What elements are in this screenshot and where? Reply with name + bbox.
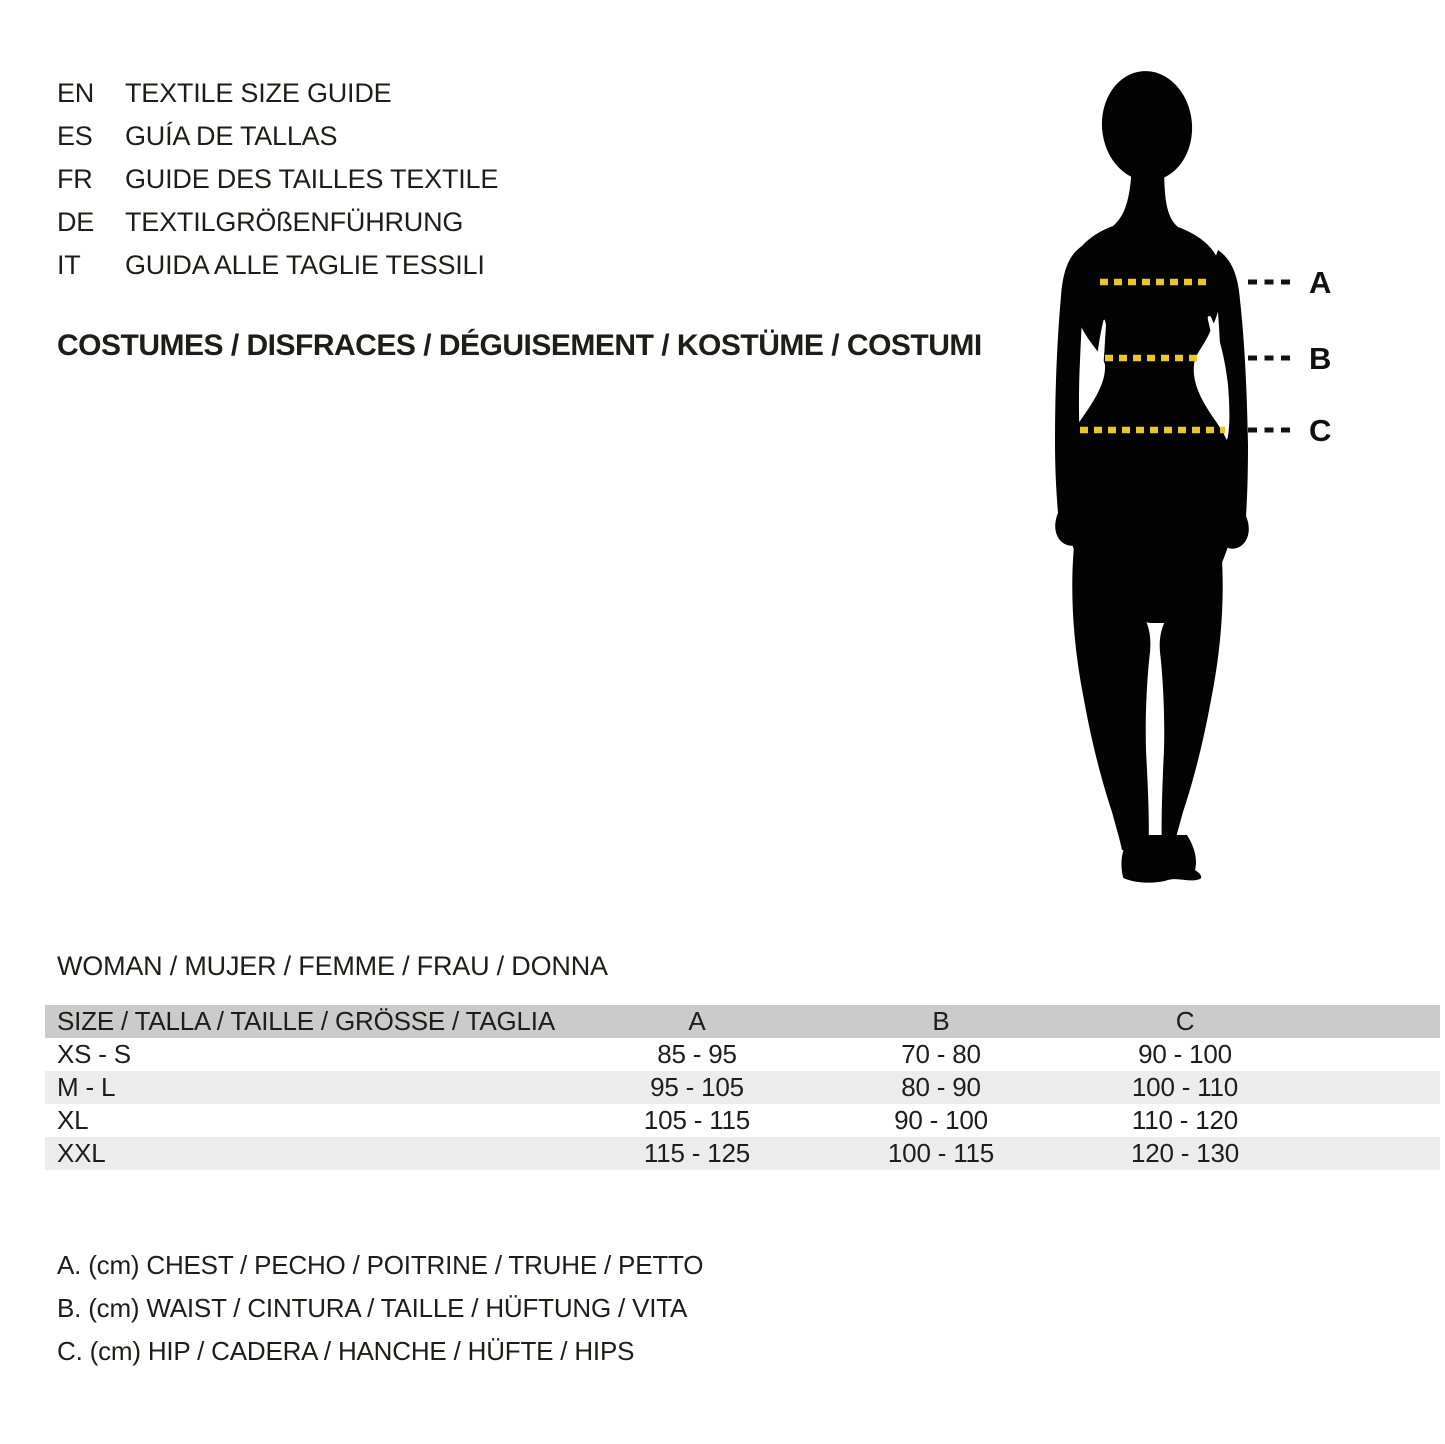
size-table bbox=[45, 1005, 1440, 1170]
woman-silhouette-icon bbox=[1055, 67, 1249, 882]
guide-title-en: TEXTILE SIZE GUIDE bbox=[125, 78, 392, 108]
cell-a: 115 - 125 bbox=[643, 1138, 751, 1168]
header-a: A bbox=[688, 1006, 706, 1036]
legend-hip: C. (cm) HIP / CADERA / HANCHE / HÜFTE / HIPS bbox=[57, 1336, 635, 1366]
label-b: B bbox=[1309, 341, 1332, 376]
silhouette-feet bbox=[1121, 835, 1201, 883]
cell-size: M - L bbox=[57, 1072, 116, 1102]
label-a: A bbox=[1309, 265, 1332, 300]
guide-title-it: GUIDA ALLE TAGLIE TESSILI bbox=[125, 250, 485, 280]
language-code: EN bbox=[57, 78, 95, 108]
cell-b: 100 - 115 bbox=[887, 1138, 995, 1168]
table-row-m-l bbox=[45, 1071, 1440, 1104]
language-row bbox=[57, 244, 498, 287]
guide-title-es: GUÍA DE TALLAS bbox=[125, 121, 338, 151]
table-row-xl bbox=[45, 1104, 1440, 1137]
cell-a: 85 - 95 bbox=[657, 1039, 737, 1069]
language-title-list bbox=[57, 72, 498, 287]
category-heading: COSTUMES / DISFRACES / DÉGUISEMENT / KOSTÜME / COSTUMI bbox=[57, 329, 982, 362]
language-row bbox=[57, 72, 498, 115]
language-code: IT bbox=[57, 250, 81, 280]
cell-a: 105 - 115 bbox=[643, 1105, 751, 1135]
cell-c: 120 - 130 bbox=[1130, 1138, 1240, 1168]
cell-c: 90 - 100 bbox=[1138, 1039, 1232, 1069]
legend-chest: A. (cm) CHEST / PECHO / POITRINE / TRUHE / PETTO bbox=[57, 1250, 704, 1280]
guide-title-de: TEXTILGRÖßENFÜHRUNG bbox=[125, 207, 464, 237]
table-heading: WOMAN / MUJER / FEMME / FRAU / DONNA bbox=[57, 951, 608, 981]
language-code: FR bbox=[57, 164, 93, 194]
label-c: C bbox=[1309, 413, 1332, 448]
size-figure bbox=[1020, 60, 1350, 900]
cell-b: 70 - 80 bbox=[901, 1039, 981, 1069]
cell-b: 80 - 90 bbox=[901, 1072, 981, 1102]
table-header-row bbox=[45, 1005, 1440, 1038]
table-row-xxl bbox=[45, 1137, 1440, 1170]
cell-c: 100 - 110 bbox=[1131, 1072, 1239, 1102]
legend-waist: B. (cm) WAIST / CINTURA / TAILLE / HÜFTUNG / VITA bbox=[57, 1293, 688, 1323]
header-c: C bbox=[1175, 1006, 1195, 1036]
header-b: B bbox=[932, 1006, 950, 1036]
language-row bbox=[57, 158, 498, 201]
measurement-legend bbox=[57, 1244, 703, 1373]
measurement-labels bbox=[1309, 265, 1331, 448]
language-code: DE bbox=[57, 207, 95, 237]
cell-size: XL bbox=[57, 1105, 89, 1135]
table-row-xs-s bbox=[45, 1038, 1440, 1071]
language-row bbox=[57, 201, 498, 244]
cell-a: 95 - 105 bbox=[650, 1072, 744, 1102]
cell-c: 110 - 120 bbox=[1131, 1105, 1239, 1135]
cell-size: XS - S bbox=[57, 1039, 131, 1069]
language-row bbox=[57, 115, 498, 158]
guide-title-fr: GUIDE DES TAILLES TEXTILE bbox=[125, 164, 499, 194]
cell-b: 90 - 100 bbox=[894, 1105, 988, 1135]
language-code: ES bbox=[57, 121, 93, 151]
cell-size: XXL bbox=[57, 1138, 106, 1168]
header-size: SIZE / TALLA / TAILLE / GRÖSSE / TAGLIA bbox=[57, 1006, 555, 1036]
